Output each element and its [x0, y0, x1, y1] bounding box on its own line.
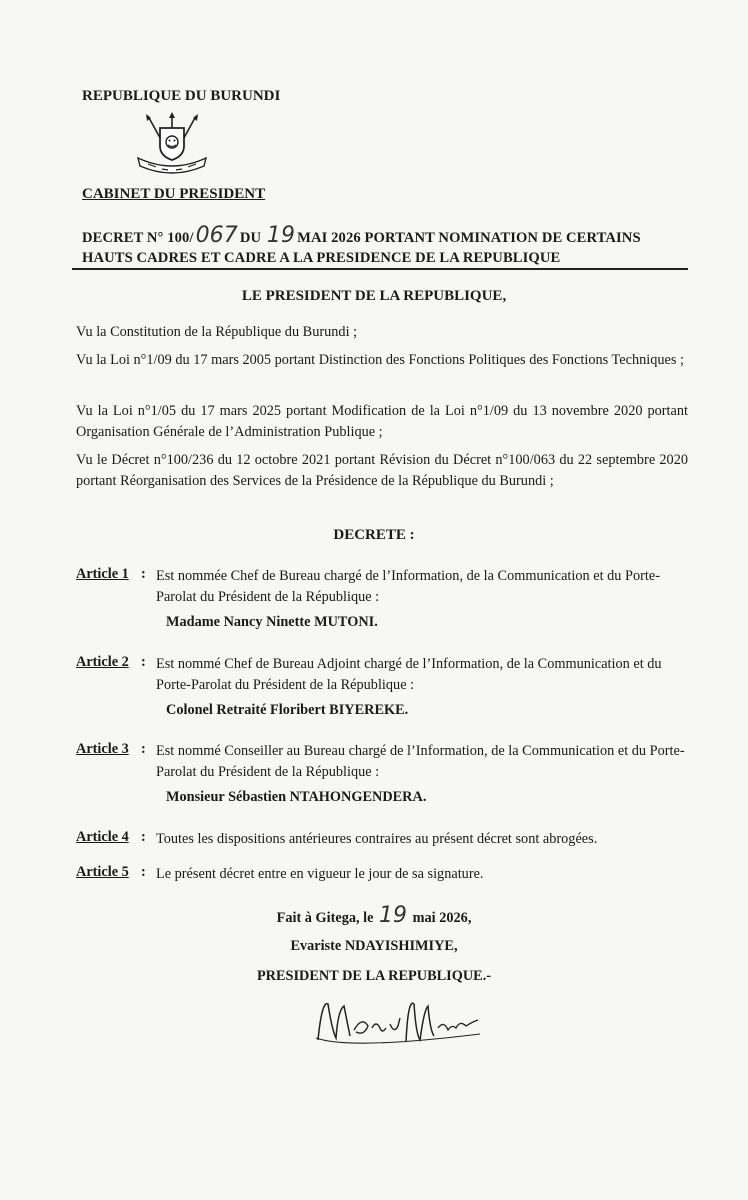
article-5-text: Le présent décret entre en vigueur le jour de sa signature.	[156, 866, 484, 882]
article-3-text: Est nommé Conseiller au Bureau chargé de l’Information, de la Communication et du Porte-Parolat du Président de la République :	[156, 743, 685, 780]
signatory-name: Evariste NDAYISHIMIYE,	[290, 938, 458, 954]
decrete-heading: DECRETE :	[333, 527, 415, 543]
signatory-title: PRESIDENT DE LA REPUBLIQUE.-	[256, 968, 492, 984]
article-4-colon: :	[141, 829, 146, 845]
consideration-1: Vu la Constitution de la République du Burundi ;	[76, 324, 358, 340]
article-2-nominee: Colonel Retraité Floribert BIYEREKE.	[166, 702, 409, 718]
closing-day-handwritten: 19	[379, 903, 408, 928]
consideration-2: Vu la Loi n°1/09 du 17 mars 2005 portant Distinction des Fonctions Politiques des Fonctions Techniques ;	[76, 352, 684, 368]
article-1-text: Est nommée Chef de Bureau chargé de l’Information, de la Communication et du Porte-Parolat du Président de la République :	[156, 568, 660, 605]
article-3-colon: :	[141, 741, 146, 757]
decree-title	[82, 223, 688, 268]
article-1-nominee: Madame Nancy Ninette MUTONI.	[166, 614, 378, 630]
article-3-label: Article 3	[76, 741, 129, 757]
article-1-label: Article 1	[76, 566, 129, 582]
article-2-colon: :	[141, 654, 146, 670]
decree-number-handwritten: 067	[195, 223, 238, 248]
article-4-text: Toutes les dispositions antérieures contraires au présent décret sont abrogées.	[156, 831, 598, 847]
date-rest: mai 2026,	[412, 910, 472, 926]
article-5-colon: :	[141, 864, 146, 880]
article-1-colon: :	[141, 566, 146, 582]
article-5-label: Article 5	[76, 864, 129, 880]
article-3-nominee: Monsieur Sébastien NTAHONGENDERA.	[166, 789, 427, 805]
place-prefix: Fait à Gitega, le	[276, 910, 374, 926]
consideration-3: Vu la Loi n°1/05 du 17 mars 2025 portant Modification de la Loi n°1/09 du 13 novembre 2020 portant Organisation Générale de l’Administration Publique ;	[76, 403, 688, 440]
article-2-label: Article 2	[76, 654, 129, 670]
title-divider	[72, 268, 688, 270]
article-4-label: Article 4	[76, 829, 129, 845]
decree-title-du: DU	[239, 230, 262, 246]
decree-title-prefix: DECRET N° 100/	[82, 230, 194, 246]
consideration-4: Vu le Décret n°100/236 du 12 octobre 2021 portant Révision du Décret n°100/063 du 22 septembre 2020 portant Réorganisation des Services de la Présidence de la République du Burundi ;	[76, 452, 688, 489]
cabinet-name: CABINET DU PRESIDENT	[82, 186, 266, 202]
place-date-line	[0, 903, 748, 928]
country-name: REPUBLIQUE DU BURUNDI	[82, 88, 281, 104]
decree-day-handwritten: 19	[266, 223, 296, 248]
article-2-text: Est nommé Chef de Bureau Adjoint chargé de l’Information, de la Communication et du Porte-Parolat du Président de la République :	[156, 656, 662, 693]
signature-icon	[310, 990, 490, 1054]
president-heading: LE PRESIDENT DE LA REPUBLIQUE,	[241, 288, 507, 304]
decree-title-rest: MAI 2026 PORTANT NOMINATION DE CERTAINS HAUTS CADRES ET CADRE A LA PRESIDENCE DE LA REPUBLIQUE	[82, 230, 641, 266]
coat-of-arms-icon	[134, 112, 210, 178]
